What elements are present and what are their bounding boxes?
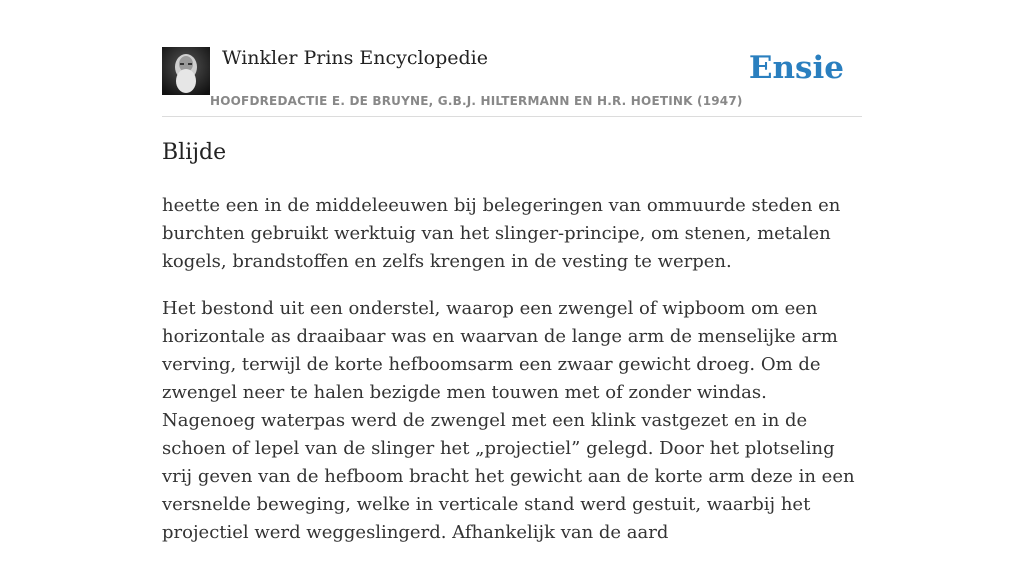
article-paragraph: heette een in de middeleeuwen bij belegeringen van ommuurde steden en burchten gebruikt werktuig van het slinger-principe, om stenen, metalen kogels, brandstoffen en zelfs krengen in de vesting te werpen.: [162, 195, 841, 272]
article-body: [162, 192, 862, 566]
source-title[interactable]: Winkler Prins Encyclopedie: [222, 47, 488, 69]
source-subtitle: HOOFDREDACTIE E. DE BRUYNE, G.B.J. HILTERMANN EN H.R. HOETINK (1947): [210, 94, 743, 108]
portrait-image: [162, 47, 210, 95]
source-header: [162, 44, 862, 117]
article-title: Blijde: [162, 140, 227, 165]
brand-logo[interactable]: Ensie: [748, 50, 844, 86]
avatar: [162, 47, 210, 95]
article-paragraph: Het bestond uit een onderstel, waarop een zwengel of wipboom om een horizontale as draaibaar was en waarvan de lange arm de menselijke arm verving, terwijl de korte hefboomsarm een zwaar gewicht droeg. Om de zwengel neer te halen bezigde men touwen met of zonder windas. Nagenoeg waterpas werd de zwengel met een klink vastgezet en in de schoen of lepel van de slinger het „projectiel” gelegd. Door het plotseling vrij geven van de hefboom bracht het gewicht aan de korte arm deze in een versnelde beweging, welke in verticale stand werd gestuit, waarbij het projectiel werd weggeslingerd. Afhankelijk van de aard: [162, 298, 855, 543]
